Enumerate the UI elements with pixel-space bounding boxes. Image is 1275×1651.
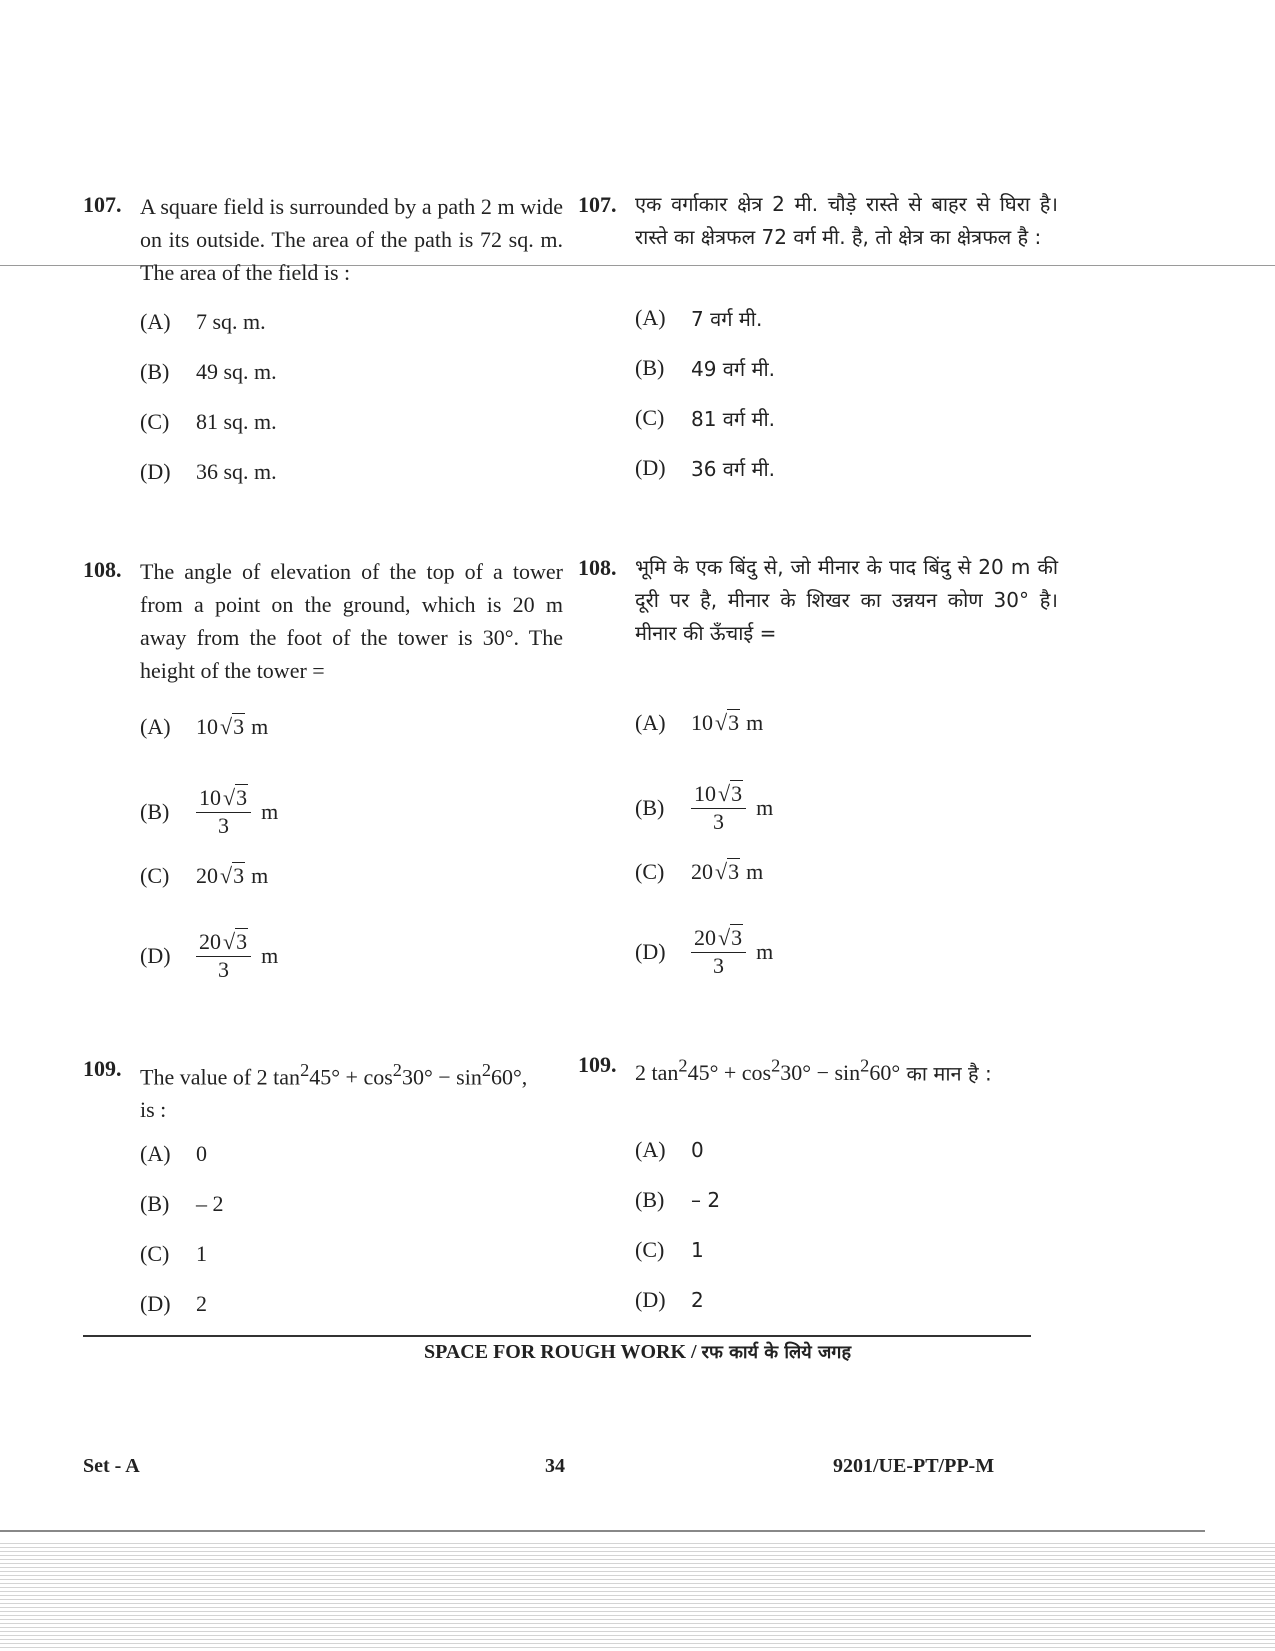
option-d: (D) 2	[635, 1287, 704, 1312]
option-d: (D) 36 वर्ग मी.	[635, 455, 776, 481]
option-c: (C) 20 √3 m	[140, 863, 269, 888]
rough-work-heading: SPACE FOR ROUGH WORK / रफ कार्य के लिये जगह	[423, 1341, 852, 1363]
question-stem: 2 $\tan^245^\circ + \cos^230^\circ - \sin^260^\circ$ का मान है :	[635, 1056, 992, 1086]
option-c: (C) 1	[140, 1241, 207, 1266]
option-a: (A) 7 sq. m.	[140, 309, 266, 334]
option-d: (D) 36 sq. m.	[140, 459, 277, 484]
question-stem: एक वर्गाकार क्षेत्र 2 मी. चौड़े रास्ते से बाहर से घिरा है। रास्ते का क्षेत्रफल 72 वर्ग मी. है, तो क्षेत्र का क्षेत्रफल है :	[635, 192, 1058, 249]
option-a: (A) 10 √3 m	[140, 714, 269, 739]
option-d: (D) $\frac{20√3}{3}$ m	[635, 925, 774, 978]
option-a: (A) 0	[635, 1137, 704, 1162]
question-number: 108.	[83, 557, 122, 582]
option-a: (A) 10 √3 m	[635, 710, 764, 735]
scan-bottom-band	[0, 1540, 1275, 1651]
option-b: (B) – 2	[140, 1191, 224, 1216]
option-a: (A) 7 वर्ग मी.	[635, 305, 763, 331]
option-c: (C) 20 √3 m	[635, 859, 764, 884]
set-label: Set - A	[83, 1455, 140, 1477]
option-b: (B) $\frac{10√3}{3}$ m	[140, 785, 279, 838]
option-b: (B) 49 sq. m.	[140, 359, 277, 384]
option-c: (C) 81 वर्ग मी.	[635, 405, 776, 431]
page-number: 34	[545, 1455, 565, 1477]
option-a: (A) 0	[140, 1141, 207, 1166]
question-stem: भूमि के एक बिंदु से, जो मीनार के पाद बिंदु से 20 m की दूरी पर है, मीनार के शिखर का उन्नयन कोण 30° है। मीनार की ऊँचाई =	[635, 555, 1058, 645]
question-number: 109.	[578, 1052, 617, 1077]
question-stem: A square field is surrounded by a path 2 m wide on its outside. The area of the path is 72 sq. m. The area of the field is :	[140, 194, 563, 285]
option-b: (B) $\frac{10√3}{3}$ m	[635, 781, 774, 834]
option-d: (D) $\frac{20√3}{3}$ m	[140, 929, 279, 982]
question-stem: The value of 2 $\tan^245^\circ + \cos^230^\circ - \sin^260^\circ$, is :	[140, 1060, 528, 1123]
scan-bottom-edge	[0, 1530, 1205, 1532]
question-number: 107.	[83, 192, 122, 217]
option-b: (B) 49 वर्ग मी.	[635, 355, 776, 381]
paper-code: 9201/UE-PT/PP-M	[833, 1455, 995, 1477]
question-number: 109.	[83, 1056, 122, 1081]
rough-work-divider	[83, 1335, 1031, 1337]
option-b: (B) – 2	[635, 1187, 721, 1212]
option-c: (C) 1	[635, 1237, 704, 1262]
question-stem: The angle of elevation of the top of a tower from a point on the ground, which is 20 m away from the foot of the tower is 30°. The height of the tower =	[140, 559, 563, 683]
option-d: (D) 2	[140, 1291, 207, 1316]
option-c: (C) 81 sq. m.	[140, 409, 277, 434]
question-number: 107.	[578, 192, 617, 217]
question-number: 108.	[578, 555, 617, 580]
